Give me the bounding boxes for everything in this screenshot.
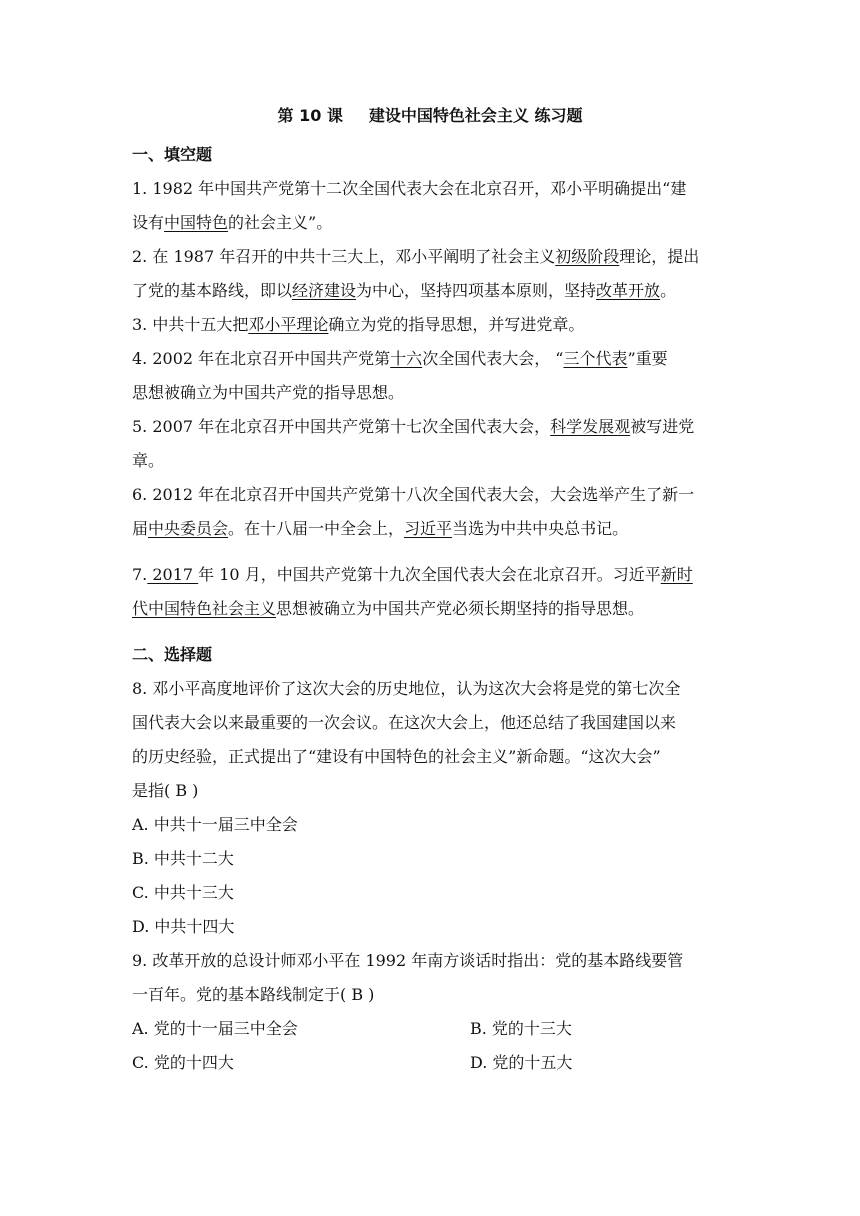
question-9-line-1: 9. 改革开放的总设计师邓小平在 1992 年南方谈话时指出：党的基本路线要管 xyxy=(132,951,684,970)
question-9-option-d: D. 党的十五大 xyxy=(470,1053,573,1072)
answer-blank: 习近平 xyxy=(404,519,453,538)
question-9-option-a: A. 党的十一届三中全会 xyxy=(132,1019,298,1038)
question-5-line-2: 章。 xyxy=(132,451,165,470)
answer-blank: 邓小平理论 xyxy=(248,315,329,334)
question-1-line-1: 1. 1982 年中国共产党第十二次全国代表大会在北京召开，邓小平明确提出“建 xyxy=(132,179,687,198)
question-8-line-3: 的历史经验，正式提出了“建设有中国特色的社会主义”新命题。“这次大会” xyxy=(132,747,661,766)
question-5-line-1: 5. 2007 年在北京召开中国共产党第十七次全国代表大会，科学发展观被写进党 xyxy=(132,417,695,436)
answer-blank: 中国特色 xyxy=(164,213,229,232)
question-8-option-a: A. 中共十一届三中全会 xyxy=(132,815,298,834)
question-6-line-2: 届中央委员会。在十八届一中全会上，习近平当选为中共中央总书记。 xyxy=(132,519,629,538)
question-9-line-2: 一百年。党的基本路线制定于( B ) xyxy=(132,985,375,1004)
question-8-line-2: 国代表大会以来最重要的一次会议。在这次大会上，他还总结了我国建国以来 xyxy=(132,713,677,732)
lesson-topic: 建设中国特色社会主义 练习题 xyxy=(368,106,583,125)
lesson-number: 第 10 课 xyxy=(277,106,343,125)
question-8-line-4: 是指( B ) xyxy=(132,781,199,800)
question-1-line-2: 设有中国特色的社会主义”。 xyxy=(132,213,333,232)
question-9-option-b: B. 党的十三大 xyxy=(470,1019,572,1038)
question-9-options-row-2 xyxy=(132,1051,732,1075)
question-6-line-1: 6. 2012 年在北京召开中国共产党第十八次全国代表大会，大会选举产生了新一 xyxy=(132,485,695,504)
question-2-line-2: 了党的基本路线，即以经济建设为中心，坚持四项基本原则，坚持改革开放。 xyxy=(132,281,677,300)
question-8-option-b: B. 中共十二大 xyxy=(132,849,234,868)
question-2-line-1: 2. 在 1987 年召开的中共十三大上，邓小平阐明了社会主义初级阶段理论，提出 xyxy=(132,247,700,266)
answer-blank: 新时 xyxy=(660,565,693,584)
answer-blank: 2017 xyxy=(147,565,199,584)
section-heading-multiple-choice: 二、选择题 xyxy=(132,645,213,664)
question-8-line-1: 8. 邓小平高度地评价了这次大会的历史地位，认为这次大会将是党的第七次全 xyxy=(132,679,681,698)
page-title xyxy=(0,104,860,128)
question-9-options-row-1 xyxy=(132,1017,732,1041)
answer-blank: 三个代表 xyxy=(563,349,628,368)
answer-blank: 经济建设 xyxy=(292,281,357,300)
question-3: 3. 中共十五大把邓小平理论确立为党的指导思想，并写进党章。 xyxy=(132,315,585,334)
question-9-option-c: C. 党的十四大 xyxy=(132,1053,234,1072)
answer-blank: 初级阶段 xyxy=(555,247,620,266)
question-7-line-1: 7. 2017 年 10 月，中国共产党第十九次全国代表大会在北京召开。习近平新时 xyxy=(132,565,693,584)
question-4-line-1: 4. 2002 年在北京召开中国共产党第十六次全国代表大会， “三个代表”重要 xyxy=(132,349,668,368)
question-8-option-d: D. 中共十四大 xyxy=(132,917,235,936)
answer-blank: 十六 xyxy=(390,349,423,368)
question-4-line-2: 思想被确立为中国共产党的指导思想。 xyxy=(132,383,405,402)
answer-blank: 中央委员会 xyxy=(148,519,229,538)
answer-blank: 代中国特色社会主义 xyxy=(132,599,277,618)
answer-blank: 科学发展观 xyxy=(550,417,631,436)
question-8-option-c: C. 中共十三大 xyxy=(132,883,234,902)
question-7-line-2: 代中国特色社会主义思想被确立为中国共产党必须长期坚持的指导思想。 xyxy=(132,599,645,618)
answer-blank: 改革开放 xyxy=(596,281,661,300)
section-heading-fill-in: 一、填空题 xyxy=(132,145,213,164)
